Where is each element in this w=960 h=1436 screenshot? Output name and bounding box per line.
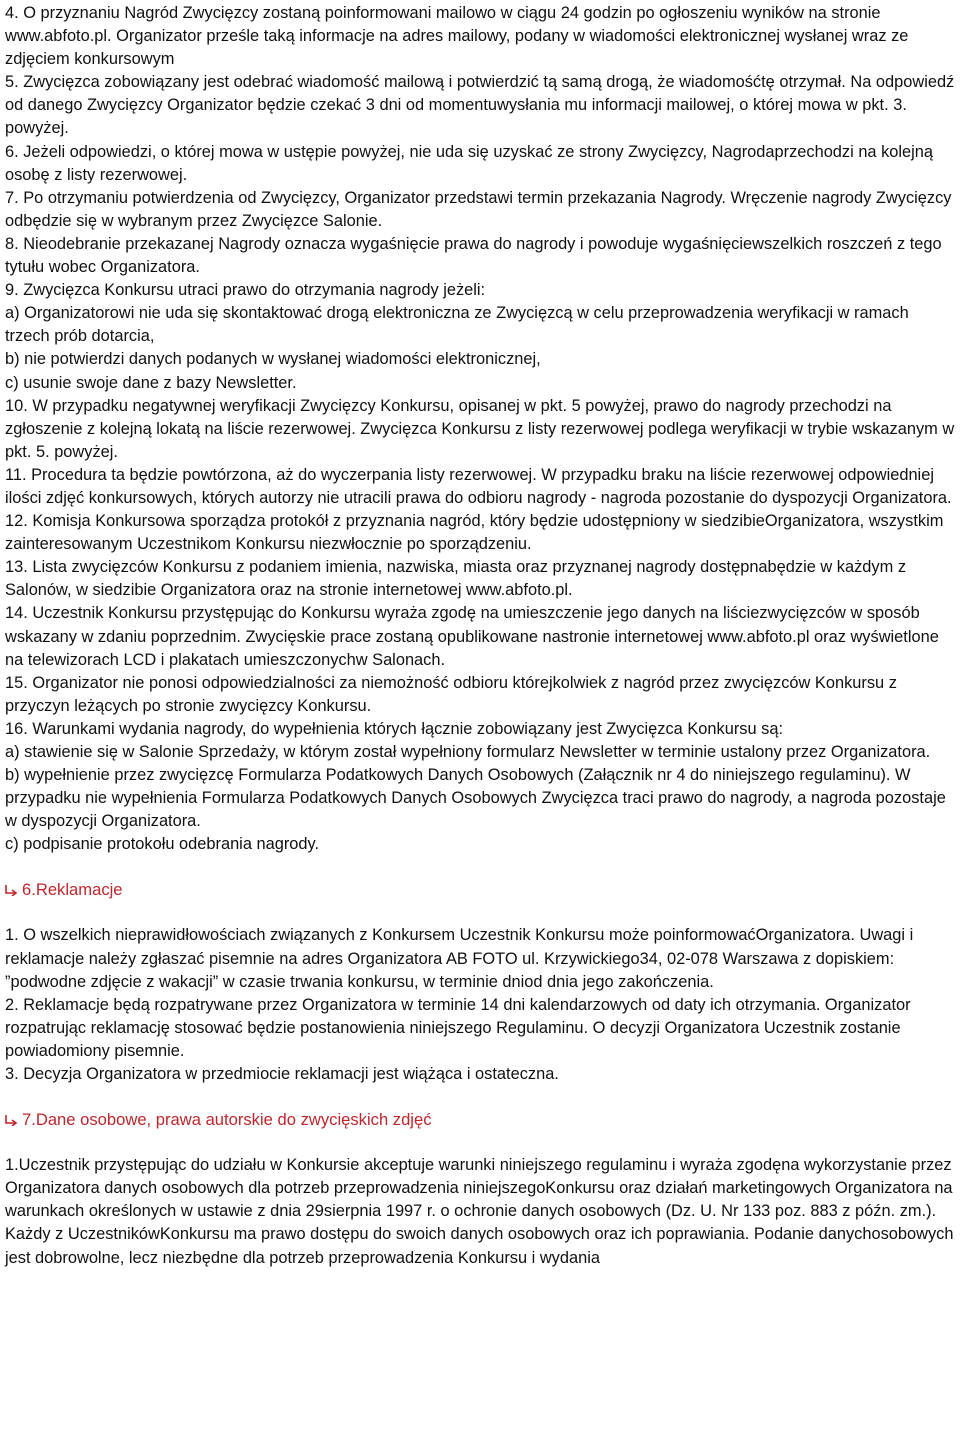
paragraph-15: 15. Organizator nie ponosi odpowiedzialności za niemożność odbioru którejkolwiek z nagród przez zwycięzców Konkursu z przyczyn leżących po stronie zwycięzcy Konkursu. (5, 673, 897, 715)
paragraph-9b: b) nie potwierdzi danych podanych w wysłanej wiadomości elektronicznej, (5, 350, 541, 369)
complaint-paragraph-1: 1. O wszelkich nieprawidłowościach związanych z Konkursem Uczestnik Konkursu może poinformowaćOrganizatora. Uwagi i reklamacje należy zgłaszać pisemnie na adres Organizatora AB FOTO ul. Krzywickiego34, 02-078 Warszawa z dopiskiem: ”podwodne zdjęcie z wakacji” w czasie trwania konkursu, w terminie dniod dnia jego zakończenia. (5, 926, 914, 991)
paragraph-13: 13. Lista zwycięzców Konkursu z podaniem imienia, nazwiska, miasta oraz przyznanej nagrody dostępnabędzie w każdym z Salonów, w siedzibie Organizatora oraz na stronie internetowej www.abfoto.pl. (5, 558, 907, 600)
prize-rules-section (5, 2, 956, 856)
section-heading-dane-osobowe (5, 1108, 956, 1131)
paragraph-10: 10. W przypadku negatywnej weryfikacji Zwycięzcy Konkursu, opisanej w pkt. 5 powyżej, prawo do nagrody przechodzi na zgłoszenie z kolejną lokatą na liście rezerwowej. Zwycięzca Konkursu z listy rezerwowej podlega weryfikacji w trybie wskazanym w pkt. 5. powyżej. (5, 396, 955, 461)
paragraph-9: 9. Zwycięzca Konkursu utraci prawo do otrzymania nagrody jeżeli: (5, 281, 486, 300)
paragraph-14: 14. Uczestnik Konkursu przystępując do Konkursu wyraża zgodę na umieszczenie jego danych na liściezwycięzców w sposób wskazany w zdaniu poprzednim. Zwycięskie prace zostaną opublikowane nastronie internetowej www.abfoto.pl oraz wyświetlone na telewizorach LCD i plakatach umieszczonychw Salonach. (5, 604, 939, 669)
personal-data-section (5, 1154, 956, 1269)
paragraph-12: 12. Komisja Konkursowa sporządza protokół z przyznania nagród, który będzie udostępniony w siedzibieOrganizatora, wszystkim zainteresowanym Uczestnikom Konkursu niezwłocznie po sporządzeniu. (5, 512, 944, 554)
section-title: 6.Reklamacje (22, 880, 123, 900)
complaints-section (5, 924, 956, 1086)
paragraph-7: 7. Po otrzymaniu potwierdzenia od Zwycięzcy, Organizator przedstawi termin przekazania Nagrody. Wręczenie nagrody Zwycięzcy odbędzie się w wybranym przez Zwycięzce Salonie. (5, 188, 952, 230)
paragraph-16a: a) stawienie się w Salonie Sprzedaży, w którym został wypełniony formularz Newsletter w terminie ustalony przez Organizatora. (5, 743, 931, 761)
paragraph-16c: c) podpisanie protokołu odebrania nagrody. (5, 835, 320, 854)
paragraph-6: 6. Jeżeli odpowiedzi, o której mowa w ustępie powyżej, nie uda się uzyskać ze strony Zwycięzcy, Nagrodaprzechodzi na kolejną osobę z listy rezerwowej. (5, 142, 934, 184)
paragraph-4: 4. O przyznaniu Nagród Zwycięzcy zostaną poinformowani mailowo w ciągu 24 godzin po ogłoszeniu wyników na stronie www.abfoto.pl. Organizator prześle taką informacje na adres mailowy, podany w wiadomości elektronicznej wysłanej wraz ze zdjęciem konkursowym (5, 4, 909, 69)
paragraph-9c: c) usunie swoje dane z bazy Newsletter. (5, 373, 297, 392)
paragraph-8: 8. Nieodebranie przekazanej Nagrody oznacza wygaśnięcie prawa do nagrody i powoduje wygaśnięciewszelkich roszczeń z tego tytułu wobec Organizatora. (5, 234, 942, 277)
paragraph-16: 16. Warunkami wydania nagrody, do wypełnienia których łącznie zobowiązany jest Zwycięzca Konkursu są: (5, 719, 784, 738)
arrow-bullet-icon (5, 884, 18, 896)
section-title: 7.Dane osobowe, prawa autorskie do zwycięskich zdjęć (22, 1110, 432, 1130)
paragraph-9a: a) Organizatorowi nie uda się skontaktować drogą elektroniczna ze Zwycięzcą w celu przeprowadzenia weryfikacji w ramach trzech prób dotarcia, (5, 304, 909, 346)
complaint-paragraph-3: 3. Decyzja Organizatora w przedmiocie reklamacji jest wiążąca i ostateczna. (5, 1065, 559, 1084)
paragraph-11: 11. Procedura ta będzie powtórzona, aż do wyczerpania listy rezerwowej. W przypadku braku na liście rezerwowej odpowiedniej ilości zdjęć konkursowych, których autorzy nie utracili prawa do odbioru nagrody - nagroda pozostanie do dyspozycji Organizatora. (5, 465, 952, 507)
arrow-bullet-icon (5, 1114, 18, 1126)
section-heading-reklamacje (5, 878, 956, 901)
paragraph-16b: b) wypełnienie przez zwycięzcę Formularza Podatkowych Danych Osobowych (Załącznik nr 4 do niniejszego regulaminu). W przypadku nie wypełnienia Formularza Podatkowych Danych Osobowych Zwycięzca traci prawo do nagrody, a nagroda pozostaje w dyspozycji Organizatora. (5, 766, 946, 831)
paragraph-5: 5. Zwycięzca zobowiązany jest odebrać wiadomość mailową i potwierdzić tą samą drogą, że wiadomośćtę otrzymał. Na odpowiedź od danego Zwycięzcy Organizator będzie czekać 3 dni od momentuwysłania mu informacji mailowej, o której mowa w pkt. 3. powyżej. (5, 73, 955, 138)
complaint-paragraph-2: 2. Reklamacje będą rozpatrywane przez Organizatora w terminie 14 dni kalendarzowych od daty ich otrzymania. Organizator rozpatrując reklamację stosować będzie postanowienia niniejszego Regulaminu. O decyzji Organizatora Uczestnik zostanie powiadomiony pisemnie. (5, 995, 911, 1060)
personal-data-paragraph-1: 1.Uczestnik przystępując do udziału w Konkursie akceptuje warunki niniejszego regulaminu i wyraża zgodęna wykorzystanie przez Organizatora danych osobowych dla potrzeb przeprowadzenia niniejszegoKonkursu oraz działań marketingowych Organizatora na warunkach określonych w ustawie z dnia 29sierpnia 1997 r. o ochronie danych osobowych (Dz. U. Nr 133 poz. 883 z późn. zm.). Każdy z UczestnikówKonkursu ma prawo dostępu do swoich danych osobowych oraz ich poprawiania. Podanie danychosobowych jest dobrowolne, lecz niezbędne dla potrzeb przeprowadzenia Konkursu i wydania (5, 1156, 954, 1267)
